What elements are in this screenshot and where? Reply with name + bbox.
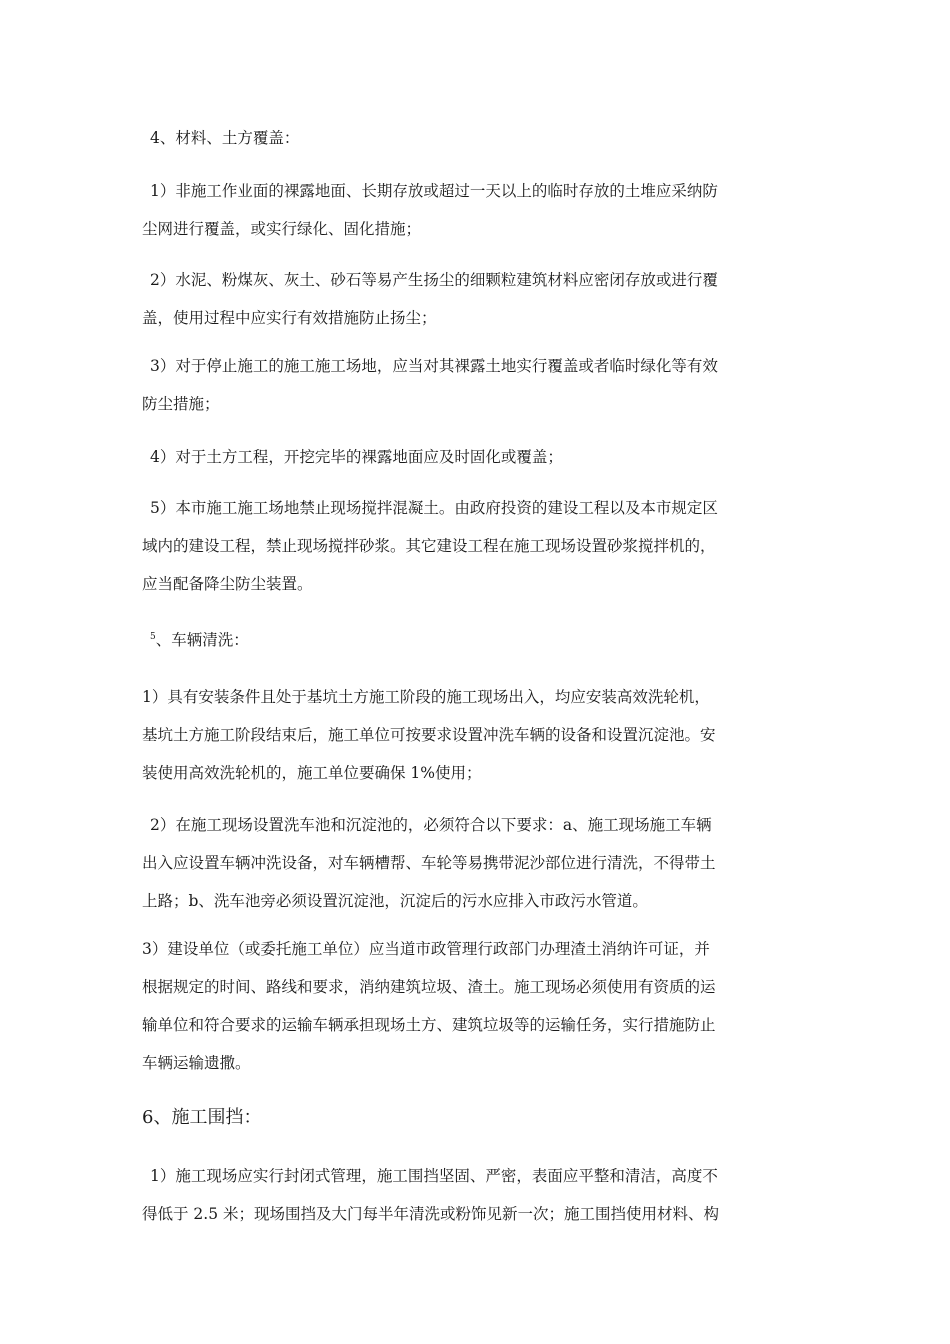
- paragraph-line: 装使用高效洗轮机的，施工单位要确保 1%使用；: [142, 764, 482, 782]
- paragraph-line: 得低于 2.5 米；现场围挡及大门每半年清洗或粉饰见新一次；施工围挡使用材料、构: [142, 1205, 720, 1223]
- paragraph-line: 盖，使用过程中应实行有效措施防止扬尘；: [142, 309, 437, 327]
- paragraph-line: 3）对于停止施工的施工施工场地，应当对其裸露土地实行覆盖或者临时绿化等有效: [150, 357, 718, 375]
- paragraph-line: 3）建设单位（或委托施工单位）应当道市政管理行政部门办理渣土消纳许可证，并: [142, 940, 710, 958]
- heading-text: 、车辆清洗：: [155, 631, 249, 650]
- paragraph-line: 防尘措施；: [142, 395, 220, 413]
- paragraph-line: 尘网进行覆盖，或实行绿化、固化措施；: [142, 220, 422, 238]
- paragraph-line: 2）水泥、粉煤灰、灰土、砂石等易产生扬尘的细颗粒建筑材料应密闭存放或进行覆: [150, 271, 718, 289]
- paragraph-line: 基坑土方施工阶段结束后，施工单位可按要求设置冲洗车辆的设备和设置沉淀池。安: [142, 726, 716, 744]
- paragraph-line: 上路；b、洗车池旁必须设置沉淀池，沉淀后的污水应排入市政污水管道。: [142, 892, 648, 910]
- heading-materials-cover: 4、材料、土方覆盖：: [150, 129, 300, 147]
- paragraph-line: 5）本市施工施工场地禁止现场搅拌混凝土。由政府投资的建设工程以及本市规定区: [150, 499, 718, 517]
- paragraph-line: 域内的建设工程，禁止现场搅拌砂浆。其它建设工程在施工现场设置砂浆搅拌机的，: [142, 537, 716, 555]
- paragraph-line: 4）对于土方工程，开挖完毕的裸露地面应及时固化或覆盖；: [150, 448, 563, 466]
- paragraph-line: 出入应设置车辆冲洗设备，对车辆槽帮、车轮等易携带泥沙部位进行清洗，不得带土: [142, 854, 716, 872]
- heading-number: 5: [150, 632, 156, 642]
- paragraph-line: 输单位和符合要求的运输车辆承担现场土方、建筑垃圾等的运输任务，实行措施防止: [142, 1016, 716, 1034]
- paragraph-line: 2）在施工现场设置洗车池和沉淀池的，必须符合以下要求：a、施工现场施工车辆: [150, 816, 712, 834]
- paragraph-line: 1）非施工作业面的裸露地面、长期存放或超过一天以上的临时存放的土堆应采纳防: [150, 182, 718, 200]
- paragraph-line: 1）施工现场应实行封闭式管理，施工围挡坚固、严密，表面应平整和清洁，高度不: [150, 1167, 718, 1185]
- paragraph-line: 根据规定的时间、路线和要求，消纳建筑垃圾、渣土。施工现场必须使用有资质的运: [142, 978, 716, 996]
- paragraph-line: 应当配备降尘防尘装置。: [142, 575, 313, 593]
- paragraph-line: 1）具有安装条件且处于基坑土方施工阶段的施工现场出入，均应安装高效洗轮机，: [142, 688, 710, 706]
- heading-construction-fence: 6、施工围挡：: [142, 1107, 262, 1128]
- paragraph-line: 车辆运输遗撒。: [142, 1054, 251, 1072]
- heading-vehicle-cleaning: [150, 627, 249, 650]
